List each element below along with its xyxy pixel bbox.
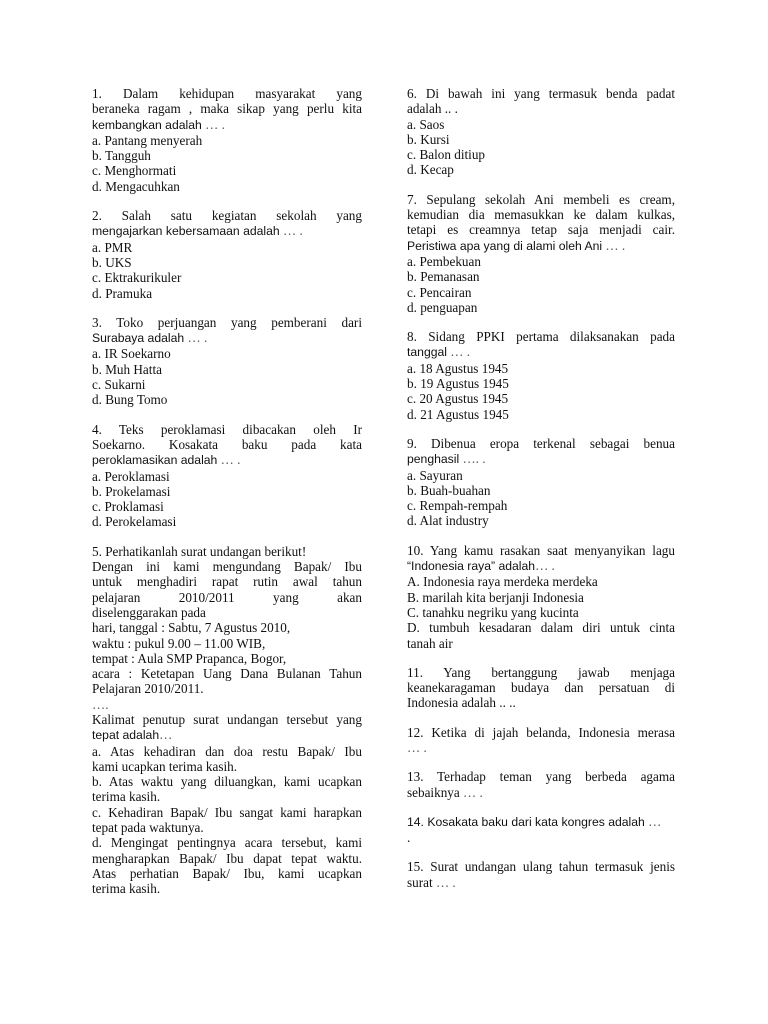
line-text: b. Atas waktu yang diluangkan, kami ucapkan (92, 774, 362, 790)
line-text: adalah .. . (407, 101, 458, 117)
line-text: a. PMR (92, 239, 133, 255)
line-text: B. marilah kita berjanji Indonesia (407, 589, 584, 605)
question-text-line (92, 117, 362, 133)
line-text: a. Pantang menyerah (92, 132, 203, 148)
question-text (407, 543, 675, 558)
question-text-line (92, 666, 362, 681)
answer-option (92, 362, 362, 377)
line-text: … . (407, 739, 427, 755)
question-text (92, 544, 362, 559)
question-text (92, 315, 362, 330)
line-text: c. 20 Agustus 1945 (407, 391, 509, 407)
line-text: Surabaya adalah (92, 331, 185, 346)
line-text: c. Menghormati (92, 163, 177, 179)
answer-option (92, 377, 362, 392)
answer-option (407, 361, 675, 376)
answer-option (92, 484, 362, 499)
line-text: b. Pemanasan (407, 269, 480, 285)
question-text-line (92, 101, 362, 116)
line-text: d. Mengingat pentingnya acara tersebut, kami (92, 835, 362, 851)
answer-option (407, 483, 675, 498)
question-text (92, 422, 362, 437)
line-text: tanggal (407, 345, 447, 360)
question-5 (92, 544, 362, 897)
line-text: “Indonesia raya” adalah (407, 559, 536, 574)
question-text-line (92, 681, 362, 696)
left-column (92, 86, 362, 911)
line-text: tempat : Aula SMP Prapanca, Bogor, (92, 650, 287, 666)
line-text: d. Perokelamasi (92, 514, 177, 530)
line-text: 11. Yang bertanggung jawab menjaga (407, 664, 675, 680)
ellipsis-blank: … . (279, 223, 303, 239)
ellipsis-blank: … (159, 727, 173, 743)
question-15 (407, 859, 675, 890)
line-text: diselenggarakan pada (92, 604, 206, 620)
question-text (407, 859, 675, 874)
question-text-line (92, 727, 362, 743)
question-text-line (407, 830, 675, 845)
question-text-line (92, 559, 362, 574)
question-text (407, 329, 675, 344)
question-11 (407, 665, 675, 711)
answer-option (92, 286, 362, 301)
line-text: tepat pada waktunya. (92, 820, 204, 836)
line-text: 5. Perhatikanlah surat undangan berikut! (92, 543, 307, 559)
question-text (407, 725, 675, 740)
line-text: terima kasih. (92, 881, 161, 897)
line-text: 15. Surat undangan ulang tahun termasuk jenis (407, 859, 675, 875)
line-text: acara : Ketetapan Uang Dana Bulanan Tahun (92, 666, 362, 682)
line-text: . (407, 830, 411, 846)
question-text-line (92, 223, 362, 239)
line-text: b. Kursi (407, 131, 450, 147)
question-text-line (407, 101, 675, 116)
line-text: mengajarkan kebersamaan adalah (92, 224, 280, 239)
question-12 (407, 725, 675, 756)
line-text: a. IR Soekarno (92, 346, 171, 362)
line-text: 10. Yang kamu rasakan saat menyanyikan lagu (407, 542, 675, 558)
line-text: peroklamasikan adalah (92, 453, 218, 468)
answer-option (407, 117, 675, 132)
line-text: tanah air (407, 635, 453, 651)
question-7 (407, 192, 675, 315)
line-text: tetapi es creamnya tetap saja menjadi cair. (407, 222, 675, 238)
question-text-line (92, 851, 362, 866)
question-text-line (407, 785, 675, 800)
question-text-line (407, 207, 675, 222)
question-text-line (407, 451, 675, 467)
question-14 (407, 814, 675, 846)
line-text: Peristiwa apa yang di alami oleh Ani (407, 238, 603, 253)
question-text-line (92, 605, 362, 620)
line-text: 3. Toko perjuangan yang pemberani dari (92, 314, 362, 330)
line-text: A. Indonesia raya merdeka merdeka (407, 574, 598, 590)
line-text: a. Atas kehadiran dan doa restu Bapak/ Ibu (92, 743, 362, 759)
ellipsis-blank: … . (217, 452, 241, 468)
answer-option (407, 254, 675, 269)
question-9 (407, 436, 675, 529)
answer-option (407, 498, 675, 513)
line-text: tepat adalah (92, 728, 160, 743)
answer-option (407, 468, 675, 483)
line-text: d. Bung Tomo (92, 392, 168, 408)
answer-option (407, 407, 675, 422)
answer-option (407, 574, 675, 589)
line-text: a. Sayuran (407, 467, 463, 483)
line-text: 14. Kosakata baku dari kata kongres adalah (407, 814, 645, 829)
line-text: 8. Sidang PPKI pertama dilaksanakan pada (407, 329, 675, 345)
line-text: a. Pembekuan (407, 253, 481, 269)
question-text (407, 192, 675, 207)
answer-option (407, 162, 675, 177)
answer-option (92, 346, 362, 361)
answer-option (92, 240, 362, 255)
answer-option (92, 148, 362, 163)
line-text: terima kasih. (92, 789, 161, 805)
answer-option (92, 163, 362, 178)
answer-option (92, 179, 362, 194)
question-text-line (407, 344, 675, 360)
question-text (407, 814, 675, 830)
question-2 (92, 208, 362, 301)
answer-option (407, 620, 675, 635)
question-text-line (92, 590, 362, 605)
answer-option (92, 744, 362, 759)
answer-option (407, 513, 675, 528)
answer-option (92, 270, 362, 285)
ellipsis-blank: … . (535, 558, 555, 574)
question-text-line (92, 651, 362, 666)
line-text: d. 21 Agustus 1945 (407, 406, 509, 422)
line-text: d. Alat industry (407, 513, 489, 529)
question-text-line (92, 820, 362, 835)
question-8 (407, 329, 675, 422)
answer-option (407, 300, 675, 315)
line-text: d. Mengacuhkan (92, 178, 180, 194)
answer-option (407, 269, 675, 284)
answer-option (92, 469, 362, 484)
line-text: c. Proklamasi (92, 499, 164, 515)
line-text: kembangkan adalah (92, 117, 202, 132)
question-13 (407, 769, 675, 800)
line-text: c. Ektrakurikuler (92, 270, 182, 286)
line-text: 2. Salah satu kegiatan sekolah yang (92, 208, 362, 224)
line-text: 6. Di bawah ini yang termasuk benda padat (407, 86, 675, 101)
ellipsis-blank: …. . (459, 451, 486, 467)
answer-option (407, 391, 675, 406)
question-text-line (92, 712, 362, 727)
line-text: waktu : pukul 9.00 – 11.00 WIB, (92, 635, 266, 651)
line-text: …. (92, 696, 109, 712)
question-text (92, 86, 362, 101)
ellipsis-blank: … . (201, 116, 225, 132)
answer-option (407, 132, 675, 147)
answer-option (92, 255, 362, 270)
line-text: Kalimat penutup surat undangan tersebut yang (92, 711, 362, 727)
line-text: b. Prokelamasi (92, 483, 171, 499)
question-text-line (407, 740, 675, 755)
ellipsis-blank: … . (446, 344, 471, 360)
answer-option (92, 514, 362, 529)
line-text: Soekarno. Kosakata baku pada kata (92, 436, 362, 452)
line-text: 12. Ketika di jajah belanda, Indonesia merasa (407, 724, 675, 740)
question-text-line (92, 620, 362, 635)
answer-option (407, 285, 675, 300)
line-text: C. tanahku negriku yang kucinta (407, 604, 579, 620)
line-text: c. Sukarni (92, 377, 146, 393)
line-text: 9. Dibenua eropa terkenal sebagai benua (407, 435, 675, 451)
line-text: sebaiknya (407, 784, 460, 800)
question-text-line (92, 759, 362, 774)
question-text-line (407, 636, 675, 651)
question-text (407, 665, 675, 680)
line-text: untuk menghadiri rapat rutin awal tahun (92, 574, 362, 590)
line-text: c. Pencairan (407, 284, 472, 300)
question-text (92, 208, 362, 223)
line-text: 1. Dalam kehidupan masyarakat yang (92, 86, 362, 101)
line-text: 4. Teks peroklamasi dibacakan oleh Ir (92, 421, 362, 437)
answer-option (92, 499, 362, 514)
question-text-line (407, 875, 675, 890)
question-4 (92, 422, 362, 530)
ellipsis-blank: … (644, 813, 662, 829)
line-text: b. UKS (92, 254, 132, 270)
line-text: beraneka ragam , maka sikap yang perlu kita (92, 101, 362, 117)
line-text: 7. Sepulang sekolah Ani membeli es cream, (407, 191, 675, 207)
ellipsis-blank: … . (459, 784, 483, 800)
line-text: pelajaran 2010/2011 yang akan (92, 589, 362, 605)
answer-option (407, 147, 675, 162)
question-text-line (92, 789, 362, 804)
line-text: c. Balon ditiup (407, 147, 486, 163)
line-text: c. Rempah-rempah (407, 498, 508, 514)
ellipsis-blank: … . (602, 237, 626, 253)
ellipsis-blank: … . (184, 330, 208, 346)
line-text: penghasil (407, 452, 460, 467)
line-text: b. 19 Agustus 1945 (407, 376, 509, 392)
answer-option (92, 392, 362, 407)
answer-option (407, 590, 675, 605)
right-column (407, 86, 675, 904)
question-text-line (92, 452, 362, 468)
line-text: 13. Terhadap teman yang berbeda agama (407, 769, 675, 785)
ellipsis-blank: … . (432, 874, 456, 890)
question-text-line (92, 881, 362, 896)
question-text-line (407, 558, 675, 574)
question-text (407, 769, 675, 784)
question-6 (407, 86, 675, 178)
line-text: b. Tangguh (92, 148, 151, 164)
line-text: surat (407, 874, 433, 890)
answer-option (92, 805, 362, 820)
line-text: d. Kecap (407, 162, 454, 178)
question-10 (407, 543, 675, 651)
line-text: mengharapkan Bapak/ Ibu dapat tepat waktu. (92, 850, 362, 866)
answer-option (92, 774, 362, 789)
line-text: hari, tanggal : Sabtu, 7 Agustus 2010, (92, 620, 291, 636)
answer-option (407, 376, 675, 391)
question-1 (92, 86, 362, 194)
answer-option (92, 133, 362, 148)
line-text: Atas perhatian Bapak/ Ibu, kami ucapkan (92, 865, 362, 881)
question-text (407, 436, 675, 451)
line-text: Indonesia adalah .. .. (407, 695, 516, 711)
question-text-line (92, 437, 362, 452)
line-text: b. Buah-buahan (407, 482, 491, 498)
line-text: a. Peroklamasi (92, 468, 170, 484)
question-text-line (92, 330, 362, 346)
question-3 (92, 315, 362, 408)
question-text-line (92, 866, 362, 881)
question-text-line (92, 636, 362, 651)
question-text-line (407, 680, 675, 695)
question-text-line (92, 574, 362, 589)
line-text: c. Kehadiran Bapak/ Ibu sangat kami harapkan (92, 804, 362, 820)
line-text: b. Muh Hatta (92, 361, 162, 377)
line-text: Dengan ini kami mengundang Bapak/ Ibu (92, 559, 362, 575)
line-text: d. Pramuka (92, 285, 153, 301)
line-text: Pelajaran 2010/2011. (92, 681, 204, 697)
line-text: D. tumbuh kesadaran dalam diri untuk cinta (407, 620, 675, 636)
line-text: kami ucapkan terima kasih. (92, 758, 238, 774)
line-text: a. 18 Agustus 1945 (407, 360, 509, 376)
question-text-line (92, 697, 362, 712)
line-text: d. penguapan (407, 299, 478, 315)
line-text: keanekaragaman budaya dan persatuan di (407, 680, 675, 696)
line-text: a. Saos (407, 116, 445, 132)
line-text: kemudian dia memasukkan ke dalam kulkas, (407, 207, 675, 223)
answer-option (407, 605, 675, 620)
question-text (407, 86, 675, 101)
question-text-line (407, 222, 675, 237)
question-text-line (407, 695, 675, 710)
question-text-line (407, 238, 675, 254)
answer-option (92, 835, 362, 850)
